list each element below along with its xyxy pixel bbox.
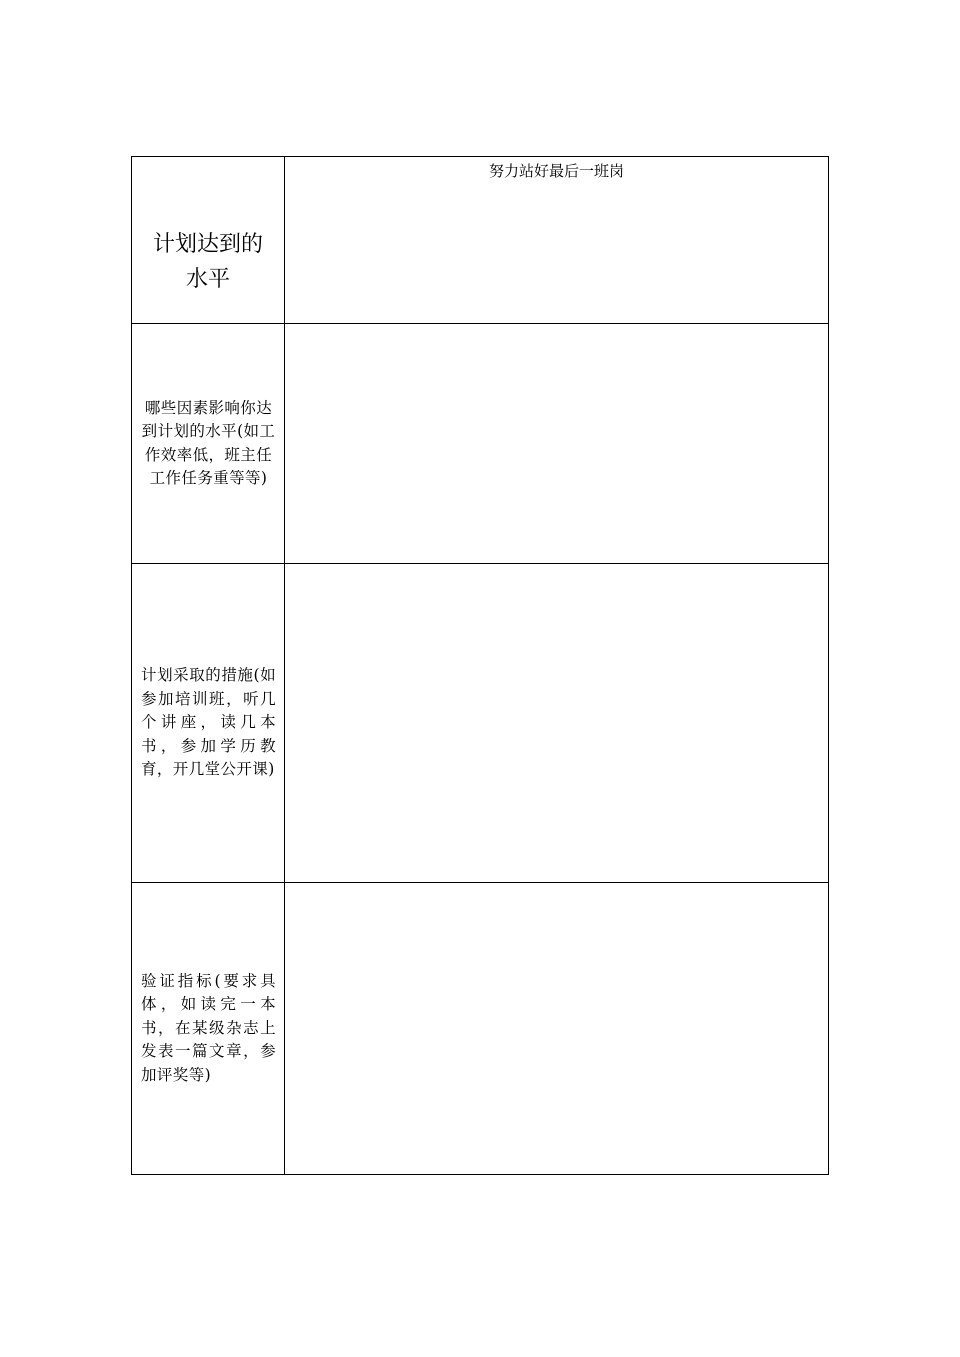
content-cell-planned-measures[interactable] (285, 564, 829, 883)
label-target-level: 计划达到的水平 (152, 232, 263, 292)
form-row-verification-indicators (132, 883, 829, 1175)
content-cell-verification-indicators[interactable] (285, 883, 829, 1175)
form-row-influencing-factors (132, 324, 829, 564)
label-verification-indicators: 验证指标(要求具体，如读完一本书，在某级杂志上发表一篇文章，参加评奖等) (141, 971, 276, 1084)
value-target-level: 努力站好最后一班岗 (488, 162, 624, 180)
label-cell-influencing-factors (132, 324, 285, 564)
content-cell-influencing-factors[interactable] (285, 324, 829, 564)
plan-form-table (131, 156, 829, 1175)
label-cell-planned-measures (132, 564, 285, 883)
label-cell-verification-indicators (132, 883, 285, 1175)
label-influencing-factors: 哪些因素影响你达到计划的水平(如工作效率低，班主任工作任务重等等) (141, 398, 276, 487)
label-planned-measures: 计划采取的措施(如参加培训班，听几个讲座，读几本书，参加学历教育，开几堂公开课) (141, 666, 276, 779)
content-cell-target-level[interactable] (285, 157, 829, 324)
form-row-target-level (132, 157, 829, 324)
form-row-planned-measures (132, 564, 829, 883)
label-cell-target-level (132, 157, 285, 324)
